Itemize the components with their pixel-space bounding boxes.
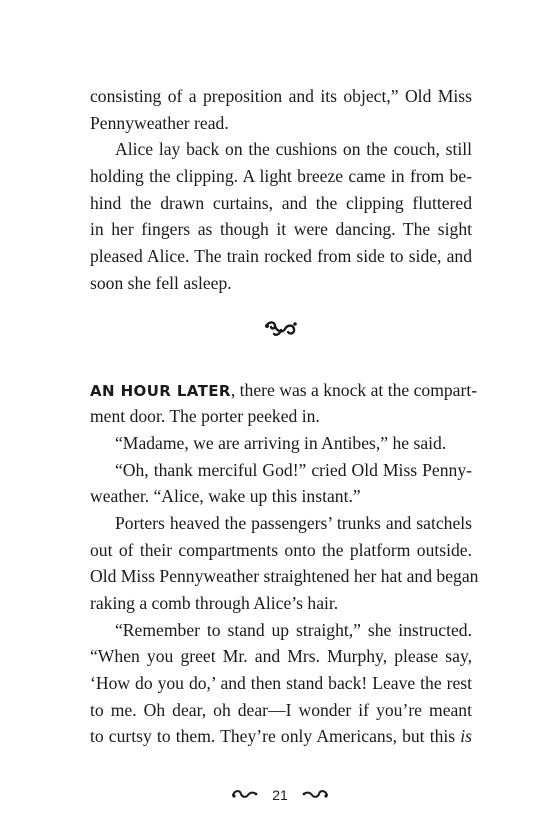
text-line: out of their compartments onto the platform outside.	[90, 539, 472, 560]
text-line: “Madame, we are arriving in Antibes,” he said.	[115, 432, 447, 453]
text-run: to curtsy to them. They’re only Americans, but this	[90, 726, 461, 747]
text-line: in her fingers as though it were dancing. The sight	[90, 219, 472, 240]
emphasis-text: is	[460, 726, 472, 747]
text-line: Pennyweather read.	[90, 112, 229, 133]
text-line: ment door. The porter peeked in.	[90, 406, 320, 427]
text-line: pleased Alice. The train rocked from side to side, and	[90, 246, 472, 267]
text-line: holding the clipping. A light breeze came in from be-	[90, 166, 472, 187]
fleuron-left-icon	[231, 787, 259, 803]
text-line: “Remember to stand up straight,” she instructed.	[115, 619, 472, 640]
text-line: consisting of a preposition and its object,” Old Miss	[90, 86, 472, 106]
text-line	[90, 377, 478, 404]
book-page-body	[90, 83, 479, 750]
text-line: to me. Oh dear, oh dear—I wonder if you’re meant	[90, 699, 472, 720]
text-line: Alice lay back on the cushions on the couch, still	[115, 139, 472, 160]
text-line: weather. “Alice, wake up this instant.”	[90, 486, 361, 507]
text-line: “When you greet Mr. and Mrs. Murphy, please say,	[90, 646, 472, 667]
spacer	[90, 360, 472, 377]
text-line: ‘How do you do,’ and then stand back! Leave the rest	[90, 673, 472, 694]
page-footer	[0, 786, 560, 803]
fleuron-ornament-icon	[263, 320, 299, 338]
section-lead-in: AN HOUR LATER	[90, 381, 231, 400]
section-break	[90, 306, 472, 360]
text-line: Porters heaved the passengers’ trunks and satchels	[115, 512, 472, 533]
fleuron-right-icon	[301, 787, 329, 803]
text-line: “Oh, thank merciful God!” cried Old Miss Penny-	[115, 459, 472, 480]
text-line	[90, 723, 472, 750]
text-line: soon she fell asleep.	[90, 272, 232, 293]
page-number: 21	[272, 787, 288, 804]
text-line: raking a comb through Alice’s hair.	[90, 593, 339, 613]
text-run: , there was a knock at the compart-	[230, 379, 478, 400]
text-line: hind the drawn curtains, and the clipping fluttered	[90, 192, 472, 213]
text-line: Old Miss Pennyweather straightened her hat and began	[90, 566, 479, 587]
